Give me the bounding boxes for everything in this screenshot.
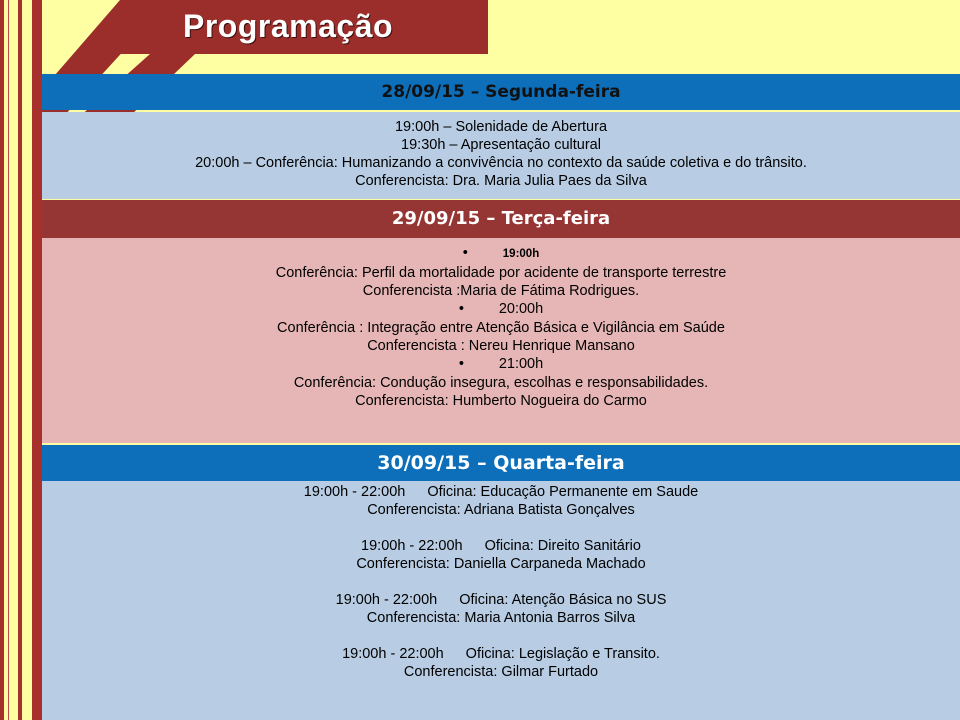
day3-header-text: 30/09/15 – Quarta-feira xyxy=(377,452,625,474)
day3-speaker: Conferencista: Daniella Carpaneda Machado xyxy=(356,556,646,572)
day2-header-text: 29/09/15 – Terça-feira xyxy=(391,208,611,229)
day2-time: 19:00h xyxy=(502,248,540,260)
day1-panel xyxy=(42,112,960,199)
page-title: Programação xyxy=(183,8,394,44)
day1-header xyxy=(42,74,960,110)
day2-header xyxy=(42,200,960,238)
day3-speaker: Conferencista: Maria Antonia Barros Silva xyxy=(366,610,636,626)
day2-speaker: Conferencista : Nereu Henrique Mansano xyxy=(367,338,635,354)
day3-time: 19:00h - 22:00h xyxy=(361,538,463,554)
day2-time-row xyxy=(42,244,960,264)
day2-time: 21:00h xyxy=(498,356,544,372)
day2-time-row xyxy=(42,355,960,374)
day2-speaker: Conferencista :Maria de Fátima Rodrigues. xyxy=(362,283,640,299)
day3-header xyxy=(42,445,960,481)
day3-workshop: Oficina: Direito Sanitário xyxy=(484,538,641,554)
day2-time-row xyxy=(42,300,960,319)
day1-line: 19:30h – Apresentação cultural xyxy=(401,137,601,153)
day3-workshop-row xyxy=(42,537,960,555)
day3-speaker: Conferencista: Gilmar Furtado xyxy=(403,664,599,680)
day2-speaker: Conferencista: Humberto Nogueira do Carmo xyxy=(355,393,647,409)
day3-workshop-row xyxy=(42,645,960,663)
day3-workshop: Oficina: Educação Permanente em Saude xyxy=(427,484,699,500)
day3-time: 19:00h - 22:00h xyxy=(335,592,438,608)
day1-line: 20:00h – Conferência: Humanizando a convivência no contexto da saúde coletiva e do trânsito. xyxy=(195,155,807,171)
day2-talk: Conferência : Integração entre Atenção Básica e Vigilância em Saúde xyxy=(277,320,725,336)
day1-line: 19:00h – Solenidade de Abertura xyxy=(394,119,608,135)
day2-talk: Conferência: Perfil da mortalidade por acidente de transporte terrestre xyxy=(275,265,727,281)
day3-workshop: Oficina: Atenção Básica no SUS xyxy=(459,592,667,608)
bullet-icon: • xyxy=(458,356,464,372)
day1-header-text: 28/09/15 – Segunda-feira xyxy=(381,82,621,102)
day3-workshop: Oficina: Legislação e Transito. xyxy=(465,646,660,662)
day2-talk: Conferência: Condução insegura, escolhas e responsabilidades. xyxy=(293,375,709,391)
bullet-icon: • xyxy=(462,245,468,261)
day1-line: Conferencista: Dra. Maria Julia Paes da Silva xyxy=(355,173,647,189)
day2-panel xyxy=(42,238,960,443)
day3-workshop-row xyxy=(42,483,960,501)
day3-panel xyxy=(42,481,960,720)
day3-time: 19:00h - 22:00h xyxy=(303,484,406,500)
day3-time: 19:00h - 22:00h xyxy=(342,646,444,662)
day3-speaker: Conferencista: Adriana Batista Gonçalves xyxy=(367,502,635,518)
day3-workshop-row xyxy=(42,591,960,609)
day2-time: 20:00h xyxy=(498,301,544,317)
bullet-icon: • xyxy=(458,301,464,317)
